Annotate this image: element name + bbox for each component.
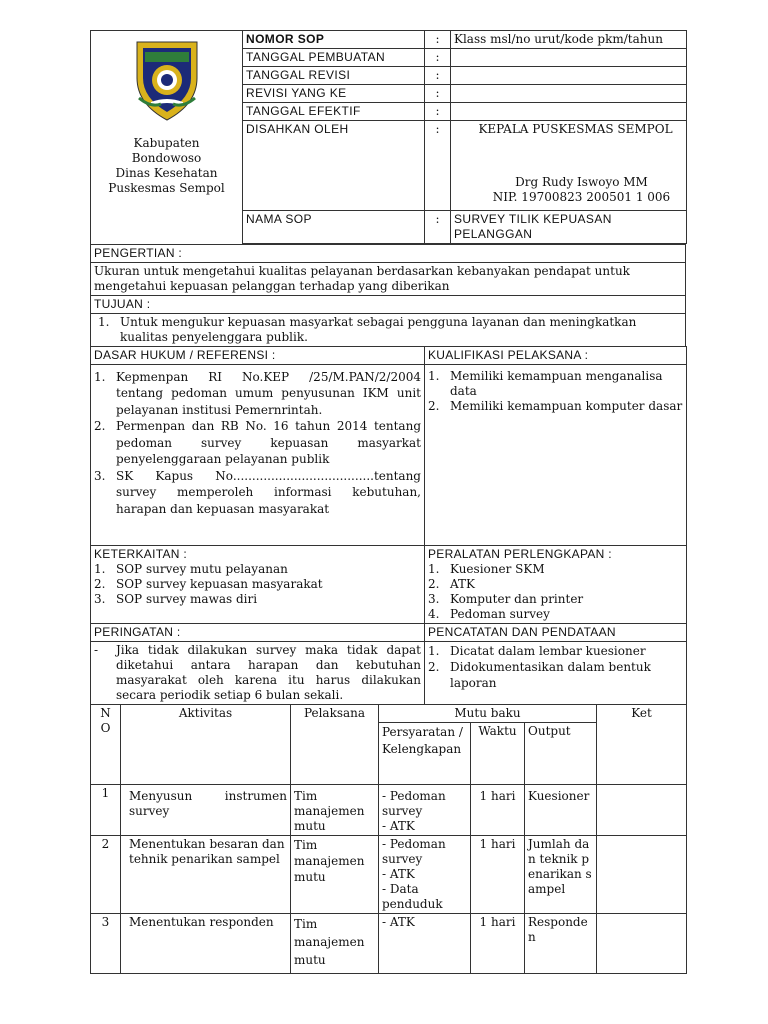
nama-sop-value: SURVEY TILIK KEPUASAN PELANGGAN: [451, 211, 687, 244]
list-item: 3. Komputer dan printer: [428, 591, 584, 606]
col-header-output: Output: [525, 722, 597, 784]
institution-cell: [91, 31, 243, 245]
reference-table: [90, 346, 687, 705]
approver-nip: NIP. 19700823 200501 1 006: [492, 190, 671, 204]
list-item: 2. ATK: [428, 576, 475, 591]
tanggal-pembuatan-label: TANGGAL PEMBUATAN: [243, 49, 425, 67]
pengertian-text: Ukuran untuk mengetahui kualitas pelayanan berdasarkan kebanyakan pendapat untuk mengetahui kepuasan pelanggan terhadap yang diberikan: [91, 262, 686, 295]
tujuan-label: TUJUAN :: [91, 295, 686, 313]
list-item: 1. Untuk mengukur kepuasan masyarkat sebagai pengguna layanan dan meningkatkan kualitas penyelenggara publik.: [98, 314, 637, 344]
list-item: 1. Kepmenpan RI No.KEP /25/M.PAN/2/2004 tentang pedoman umum penyusunan IKM unit pelayanan institusi Pemernrintah.: [94, 369, 421, 417]
col-header-mutu-baku: Mutu baku: [379, 704, 597, 722]
list-item: 2. Didokumentasikan dalam bentuk laporan: [428, 659, 651, 690]
col-header-no: NO: [91, 704, 121, 784]
list-item: 1. Memiliki kemampuan menganalisa data: [428, 368, 663, 398]
list-item: - Jika tidak dilakukan survey maka tidak dapat diketahui antara harapan dan kebutuhan masyarakat oleh karena itu harus dilakukan secara periodik setiap 6 bulan sekali.: [94, 642, 421, 702]
table-row: 2 Menentukan besaran dan tehnik penarikan sampel Tim manajemen mutu - Pedoman survey - ATK - Data penduduk 1 hari Jumlah dan teknik penarikan sampel: [91, 835, 687, 913]
col-header-pelaksana: Pelaksana: [291, 704, 379, 784]
list-item: 2. Memiliki kemampuan komputer dasar: [428, 398, 683, 413]
tujuan-list: [91, 313, 686, 346]
peringatan-list: [91, 641, 425, 704]
col-header-persyaratan: Persyaratan / Kelengkapan: [379, 722, 471, 784]
dasar-hukum-label: DASAR HUKUM / REFERENSI :: [91, 346, 425, 364]
kualifikasi-label: KUALIFIKASI PELAKSANA :: [425, 346, 687, 364]
definition-table: [90, 244, 686, 347]
peralatan-label: PERALATAN PERLENGKAPAN :: [428, 546, 612, 561]
col-header-ket: Ket: [597, 704, 687, 784]
table-row: 1 Menyusun instrumen survey Tim manajemen mutu - Pedoman survey - ATK 1 hari Kuesioner: [91, 784, 687, 835]
pengertian-label: PENGERTIAN :: [91, 244, 686, 262]
dasar-hukum-list: [91, 364, 425, 545]
keterkaitan-label: KETERKAITAN :: [94, 546, 188, 561]
keterkaitan-section: [91, 545, 425, 623]
col-header-waktu: Waktu: [471, 722, 525, 784]
pencatatan-label: PENCATATAN DAN PENDATAAN: [425, 623, 687, 641]
list-item: 2. SOP survey kepuasan masyarakat: [94, 576, 323, 591]
list-item: 2. Permenpan dan RB No. 16 tahun 2014 tentang pedoman survey kepuasan masyarkat penyelenggaraan pelayanan publik: [94, 419, 421, 466]
disahkan-oleh-label: DISAHKAN OLEH: [243, 121, 425, 211]
list-item: 3. SK Kapus No.....................................tentang survey memperoleh informasi kebutuhan, harapan dan kepuasan masyarakat: [94, 468, 421, 516]
sop-header-table: Kabupaten Bondowoso Dinas Kesehatan Puskesmas Sempol NOMOR SOP : Klass msl/no urut/kode pkm/tahun TANGGAL PEMBUATAN : TANGGAL REVISI : REVISI YANG KE : TANGGAL EFEKTIF : DISAHKAN OLEH : KEPALA PUSKESMAS SEMPOL Drg Rudy Iswoyo MM NIP. 19700823 200501 1 006 NAMA SOP : SURVEY TILIK KEPUASAN PELANGGAN: [90, 30, 687, 245]
activity-table: [90, 704, 687, 974]
nomor-sop-label: NOMOR SOP: [243, 31, 425, 49]
kualifikasi-list: [425, 364, 687, 545]
peralatan-section: [425, 545, 687, 623]
approval-block: [451, 121, 687, 211]
nomor-sop-value: Klass msl/no urut/kode pkm/tahun: [451, 31, 687, 49]
list-item: 1. Kuesioner SKM: [428, 561, 545, 576]
bondowoso-logo: [94, 32, 239, 128]
approver-title: KEPALA PUSKESMAS SEMPOL: [478, 122, 673, 136]
tanggal-revisi-label: TANGGAL REVISI: [243, 67, 425, 85]
revisi-ke-label: REVISI YANG KE: [243, 85, 425, 103]
list-item: 3. SOP survey mawas diri: [94, 591, 258, 606]
list-item: 1. SOP survey mutu pelayanan: [94, 561, 288, 576]
list-item: 1. Dicatat dalam lembar kuesioner: [428, 643, 646, 658]
col-header-aktivitas: Aktivitas: [121, 704, 291, 784]
pencatatan-list: [425, 641, 687, 704]
approver-name: Drg Rudy Iswoyo MM: [515, 175, 648, 189]
table-row: 3 Menentukan responden Tim manajemen mutu - ATK 1 hari Responden: [91, 913, 687, 973]
institution-name: Kabupaten Bondowoso Dinas Kesehatan Puskesmas Sempol: [108, 136, 225, 195]
list-item: 4. Pedoman survey: [428, 606, 550, 621]
tanggal-efektif-label: TANGGAL EFEKTIF: [243, 103, 425, 121]
peringatan-label: PERINGATAN :: [91, 623, 425, 641]
nama-sop-label: NAMA SOP: [243, 211, 425, 244]
sop-document: [90, 30, 686, 967]
crest-icon: [131, 38, 203, 124]
